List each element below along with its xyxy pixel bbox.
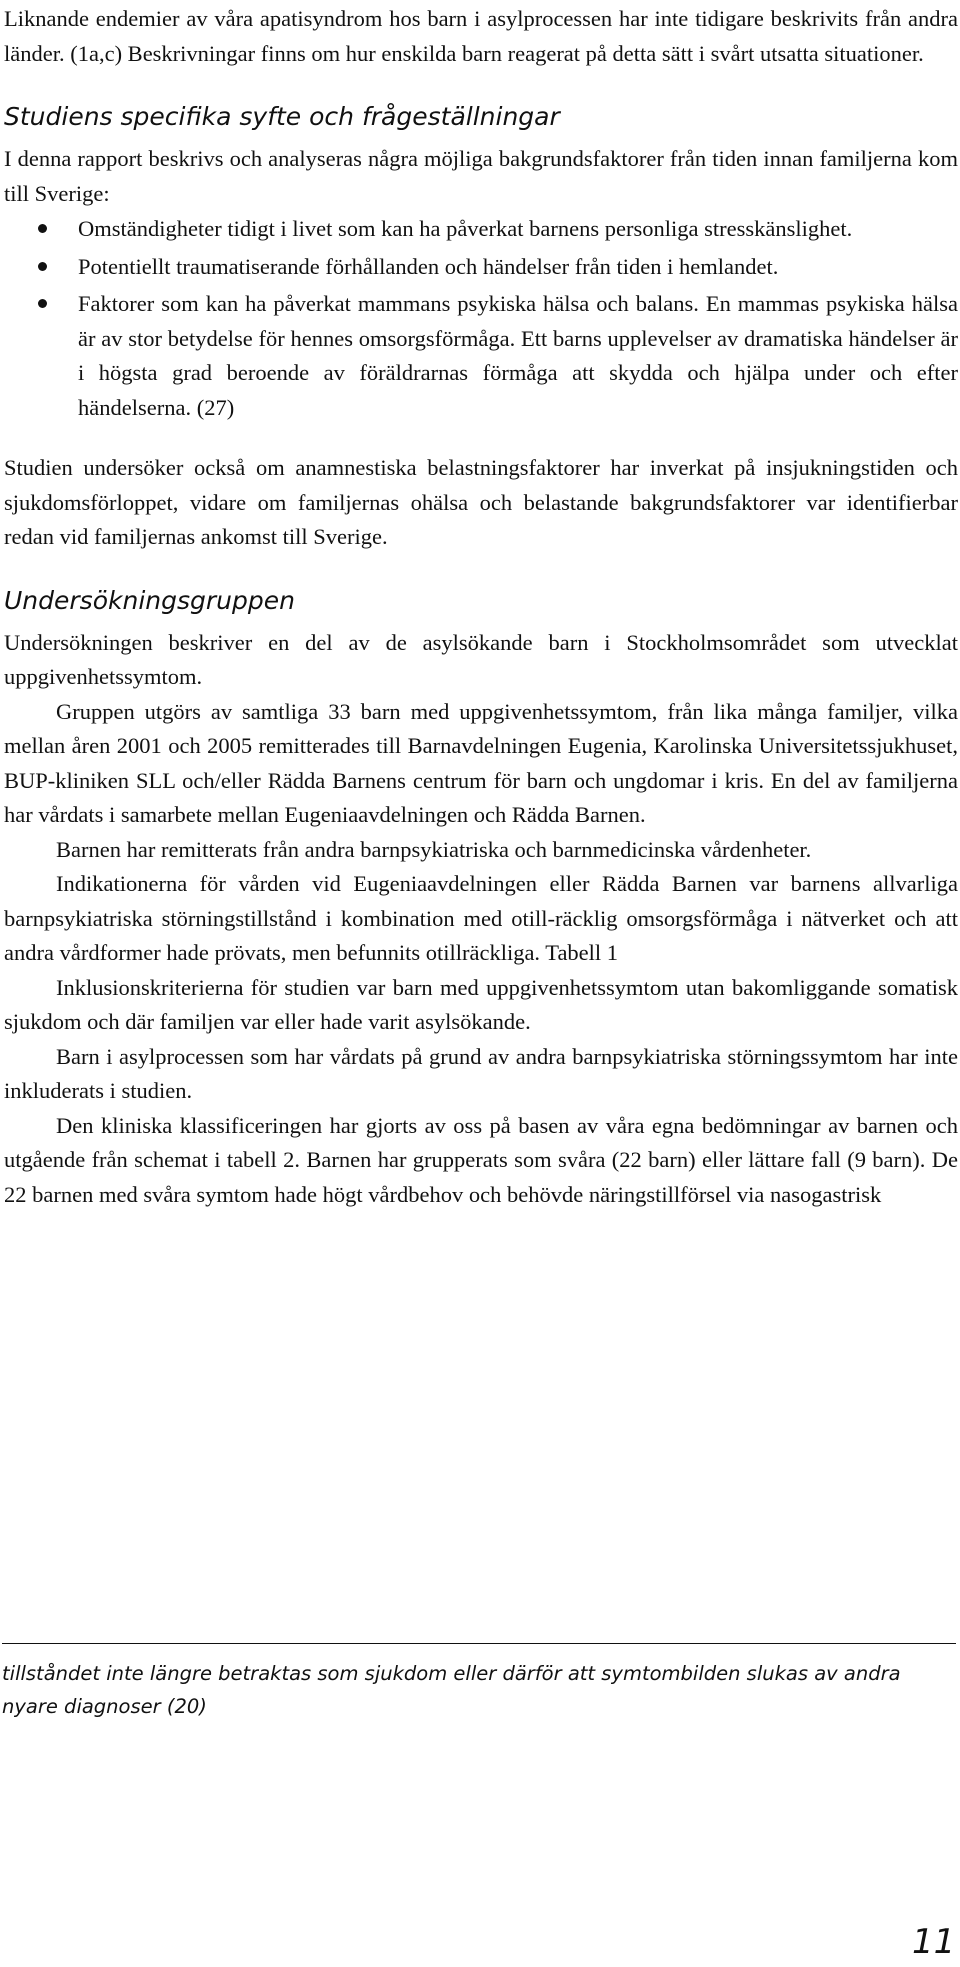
group-paragraph: Gruppen utgörs av samtliga 33 barn med uppgivenhetssymtom, från lika många familjer, vilka mellan åren 2001 och 2005 remitterades till Barnavdelningen Eugenia, Karolinska Universitetssjukhuset, BUP-kliniken SLL och/eller Rädda Barnens centrum för barn och ungdomar i kris. En del av familjerna har vårdats i samarbete mellan Eugeniaavdelningen och Rädda Barnen.	[4, 698, 958, 827]
bullet-text: Omständigheter tidigt i livet som kan ha påverkat barnens personliga stresskänslighet.	[78, 216, 853, 241]
section-heading-purpose: Studiens specifika syfte och frågeställningar	[4, 102, 560, 131]
group-paragraph: Barn i asylprocessen som har vårdats på grund av andra barnpsykiatriska störningssymtom har inte inkluderats i studien.	[4, 1043, 958, 1103]
bullet-icon	[38, 224, 47, 233]
bullet-icon	[38, 299, 47, 308]
page-number: 11	[912, 1922, 956, 1962]
footnote-divider	[2, 1643, 956, 1644]
section-heading-group: Undersökningsgruppen	[4, 585, 295, 615]
group-paragraph: Undersökningen beskriver en del av de asylsökande barn i Stockholmsområdet som utvecklat uppgivenhetssymtom.	[4, 629, 958, 689]
bullet-item	[4, 287, 958, 425]
bullet-text: Faktorer som kan ha påverkat mammans psykiska hälsa och balans. En mammas psykiska hälsa är av stor betydelse för hennes omsorgsförmåga. Ett barns upplevelser av dramatiska händelser är i högsta grad beroende av föräldrarnas förmåga att skydda och hjälpa under och efter händelserna. (27)	[78, 291, 958, 420]
group-paragraph: Den kliniska klassificeringen har gjorts av oss på basen av våra egna bedömningar av barnen och utgående från schemat i tabell 2. Barnen har grupperats som svåra (22 barn) eller lättare fall (9 barn). De 22 barnen med svåra symtom hade högt vårdbehov och behövde näringstillförsel via nasogastrisk	[4, 1112, 958, 1207]
purpose-lead-paragraph: I denna rapport beskrivs och analyseras några möjliga bakgrundsfaktorer från tiden innan familjerna kom till Sverige:	[4, 146, 958, 206]
purpose-closing-paragraph: Studien undersöker också om anamnestiska belastningsfaktorer har inverkat på insjukningstiden och sjukdomsförloppet, vidare om familjernas ohälsa och belastande bakgrundsfaktorer var identifierbar redan vid familjernas ankomst till Sverige.	[4, 455, 958, 549]
bullet-item	[4, 250, 958, 285]
group-paragraph: Inklusionskriterierna för studien var barn med uppgivenhetssymtom utan bakomliggande somatisk sjukdom och där familjen var eller hade varit asylsökande.	[4, 974, 958, 1034]
group-paragraph: Indikationerna för vården vid Eugeniaavdelningen eller Rädda Barnen var barnens allvarliga barnpsykiatriska störningstillstånd i kombination med otill-räcklig omsorgsförmåga i nätverket och att andra vårdformer hade prövats, men befunnits otillräckliga. Tabell 1	[4, 871, 958, 965]
bullet-text: Potentiellt traumatiserande förhållanden och händelser från tiden i hemlandet.	[78, 253, 779, 279]
purpose-bullet-list	[4, 212, 958, 425]
bullet-item	[4, 212, 958, 247]
page-content	[4, 0, 958, 1212]
intro-paragraph: Liknande endemier av våra apatisyndrom hos barn i asylprocessen har inte tidigare beskrivits från andra länder. (1a,c) Beskrivningar finns om hur enskilda barn reagerat på detta sätt i svårt utsatta situationer.	[4, 6, 958, 66]
bullet-icon	[38, 262, 47, 271]
group-paragraph: Barnen har remitterats från andra barnpsykiatriska och barnmedicinska vårdenheter.	[56, 836, 812, 862]
footnote-text: tillståndet inte längre betraktas som sjukdom eller därför att symtombilden slukas av andra nyare diagnoser (20)	[2, 1662, 901, 1718]
